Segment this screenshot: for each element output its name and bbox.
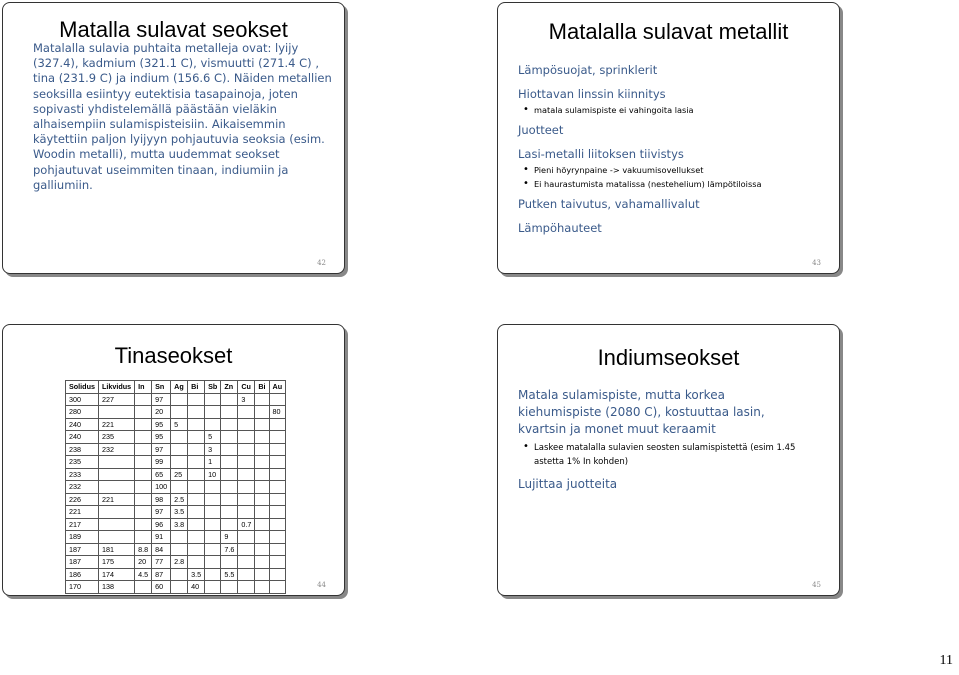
- table-cell: [255, 506, 269, 519]
- slide-44-page-number: 44: [317, 581, 326, 589]
- table-header-cell: Zn: [221, 381, 238, 394]
- table-cell: [269, 456, 286, 469]
- table-cell: 227: [98, 393, 134, 406]
- slide-45: [497, 324, 840, 596]
- table-cell: 221: [98, 493, 134, 506]
- table-row: [66, 468, 286, 481]
- table-row: [66, 493, 286, 506]
- table-cell: [221, 393, 238, 406]
- table-cell: 97: [152, 443, 171, 456]
- table-cell: [269, 531, 286, 544]
- table-cell: [221, 431, 238, 444]
- table-cell: [98, 468, 134, 481]
- table-cell: [171, 406, 188, 419]
- table-cell: [221, 468, 238, 481]
- table-cell: [255, 393, 269, 406]
- table-cell: 3: [238, 393, 255, 406]
- table-cell: [269, 543, 286, 556]
- table-cell: [98, 506, 134, 519]
- table-cell: 40: [188, 581, 205, 594]
- table-cell: 1: [205, 456, 221, 469]
- table-cell: [205, 518, 221, 531]
- table-cell: [188, 456, 205, 469]
- table-cell: 300: [66, 393, 99, 406]
- table-cell: [188, 393, 205, 406]
- slide-45-page-number: 45: [812, 581, 821, 589]
- table-cell: [238, 468, 255, 481]
- table-cell: 87: [152, 568, 171, 581]
- table-cell: [238, 556, 255, 569]
- table-cell: [221, 556, 238, 569]
- table-row: [66, 543, 286, 556]
- table-cell: [238, 481, 255, 494]
- table-cell: 77: [152, 556, 171, 569]
- table-cell: [171, 543, 188, 556]
- table-cell: [269, 468, 286, 481]
- tin-alloy-table: [65, 380, 286, 594]
- slide-43-bullet-list: [518, 63, 833, 245]
- table-cell: 170: [66, 581, 99, 594]
- table-cell: 186: [66, 568, 99, 581]
- table-header-cell: In: [135, 381, 152, 394]
- table-cell: 189: [66, 531, 99, 544]
- table-cell: [221, 506, 238, 519]
- table-cell: [255, 456, 269, 469]
- table-header-cell: Solidus: [66, 381, 99, 394]
- table-cell: [255, 531, 269, 544]
- table-cell: [269, 556, 286, 569]
- table-cell: 25: [171, 468, 188, 481]
- table-cell: [238, 418, 255, 431]
- table-cell: 98: [152, 493, 171, 506]
- table-cell: [135, 581, 152, 594]
- table-cell: [171, 456, 188, 469]
- table-cell: 97: [152, 393, 171, 406]
- table-cell: [205, 581, 221, 594]
- table-cell: 235: [66, 456, 99, 469]
- table-cell: [98, 456, 134, 469]
- table-cell: [221, 481, 238, 494]
- table-cell: 10: [205, 468, 221, 481]
- table-cell: [269, 493, 286, 506]
- table-cell: [221, 581, 238, 594]
- table-header-cell: Au: [269, 381, 286, 394]
- table-cell: [188, 431, 205, 444]
- table-cell: 97: [152, 506, 171, 519]
- table-cell: [188, 406, 205, 419]
- slide-45-title: Indiumseokset: [597, 345, 740, 370]
- table-cell: 65: [152, 468, 171, 481]
- table-header-row: [66, 381, 286, 394]
- table-cell: [205, 481, 221, 494]
- table-cell: [221, 418, 238, 431]
- table-cell: [255, 468, 269, 481]
- table-cell: [269, 393, 286, 406]
- table-cell: [238, 493, 255, 506]
- table-header-cell: Bi: [255, 381, 269, 394]
- table-cell: [205, 493, 221, 506]
- table-cell: 4.5: [135, 568, 152, 581]
- table-cell: [269, 506, 286, 519]
- table-cell: [205, 568, 221, 581]
- table-cell: [238, 456, 255, 469]
- slide-44-title: Tinaseokset: [114, 343, 233, 368]
- table-cell: [255, 418, 269, 431]
- table-header-cell: Ag: [171, 381, 188, 394]
- table-cell: [238, 506, 255, 519]
- table-row: [66, 581, 286, 594]
- table-cell: [238, 531, 255, 544]
- table-cell: 5: [171, 418, 188, 431]
- table-cell: [269, 568, 286, 581]
- table-cell: [188, 443, 205, 456]
- table-cell: 20: [135, 556, 152, 569]
- table-cell: 20: [152, 406, 171, 419]
- slide-43-page-number: 43: [812, 259, 821, 267]
- table-cell: 100: [152, 481, 171, 494]
- slide-43: [497, 2, 840, 274]
- table-cell: [135, 493, 152, 506]
- table-cell: [98, 531, 134, 544]
- table-cell: 3.8: [171, 518, 188, 531]
- table-cell: 221: [66, 506, 99, 519]
- table-cell: [269, 518, 286, 531]
- table-cell: [171, 531, 188, 544]
- table-cell: 95: [152, 418, 171, 431]
- slide-43-item: Hiottavan linssin kiinnitys: [518, 87, 666, 101]
- slide-42-page-number: 42: [317, 259, 326, 267]
- table-cell: [135, 531, 152, 544]
- table-cell: [255, 568, 269, 581]
- table-row: [66, 443, 286, 456]
- table-header-cell: Sb: [205, 381, 221, 394]
- table-cell: [205, 543, 221, 556]
- table-cell: [135, 518, 152, 531]
- table-cell: [238, 568, 255, 581]
- table-cell: 9: [221, 531, 238, 544]
- table-cell: [135, 418, 152, 431]
- table-row: [66, 456, 286, 469]
- table-cell: 187: [66, 556, 99, 569]
- table-cell: [171, 443, 188, 456]
- table-cell: [221, 406, 238, 419]
- table-cell: 221: [98, 418, 134, 431]
- slide-43-item: Lämpösuojat, sprinklerit: [518, 63, 658, 77]
- table-cell: 0.7: [238, 518, 255, 531]
- table-cell: 80: [269, 406, 286, 419]
- table-cell: [188, 418, 205, 431]
- table-row: [66, 518, 286, 531]
- table-cell: [188, 481, 205, 494]
- table-cell: [171, 481, 188, 494]
- table-cell: [255, 443, 269, 456]
- table-cell: [205, 418, 221, 431]
- table-cell: [135, 468, 152, 481]
- table-cell: [221, 443, 238, 456]
- table-cell: [221, 456, 238, 469]
- table-row: [66, 406, 286, 419]
- table-cell: 5.5: [221, 568, 238, 581]
- table-cell: [221, 493, 238, 506]
- table-cell: 2.8: [171, 556, 188, 569]
- table-cell: [238, 443, 255, 456]
- sheet-page-number: 11: [939, 653, 953, 668]
- slide-43-subitem: • Ei haurastumista matalissa (nestehelium) lämpötiloissa: [518, 179, 833, 189]
- table-cell: 235: [98, 431, 134, 444]
- table-cell: [238, 406, 255, 419]
- table-cell: 84: [152, 543, 171, 556]
- table-cell: 181: [98, 543, 134, 556]
- table-row: [66, 393, 286, 406]
- table-cell: 217: [66, 518, 99, 531]
- table-cell: [171, 568, 188, 581]
- table-cell: [135, 431, 152, 444]
- slide-44: [2, 324, 345, 596]
- table-header-cell: Sn: [152, 381, 171, 394]
- table-cell: 3.5: [188, 568, 205, 581]
- table-cell: [135, 443, 152, 456]
- table-cell: [238, 543, 255, 556]
- table-cell: 99: [152, 456, 171, 469]
- slide-42-body: Matalalla sulavia puhtaita metalleja ovat: lyijy (327.4), kadmium (321.1 C), vismuutti (271.4 C) , tina (231.9 C) ja indium (156.6 C). Näiden metallien seoksilla esiintyy eutektisia tasapainoja, joten sopivasti yhdistelemällä päästään vieläkin alhaisempiin sulamispisteisiin. Aikaisemmin käytettiin paljon lyijyyn pohjautuvia seoksia (esim. Woodin metalli), mutta uudemmat seokset pohjautuvat useimmiten tinaan, indiumiin ja galliumiin.: [33, 41, 332, 192]
- table-header-cell: Likvidus: [98, 381, 134, 394]
- table-cell: [98, 406, 134, 419]
- table-cell: [171, 393, 188, 406]
- table-cell: [269, 418, 286, 431]
- table-cell: [135, 393, 152, 406]
- table-cell: [188, 531, 205, 544]
- slide-45-body: [518, 387, 808, 497]
- table-row: [66, 531, 286, 544]
- table-cell: [188, 506, 205, 519]
- table-cell: 60: [152, 581, 171, 594]
- table-cell: [205, 556, 221, 569]
- table-cell: [205, 506, 221, 519]
- table-cell: [269, 481, 286, 494]
- table-row: [66, 418, 286, 431]
- table-row: [66, 506, 286, 519]
- table-cell: [188, 543, 205, 556]
- table-cell: [188, 518, 205, 531]
- table-cell: [255, 518, 269, 531]
- table-cell: [205, 531, 221, 544]
- table-cell: 240: [66, 431, 99, 444]
- table-cell: 238: [66, 443, 99, 456]
- table-cell: 240: [66, 418, 99, 431]
- table-header-cell: Cu: [238, 381, 255, 394]
- table-cell: 3: [205, 443, 221, 456]
- table-cell: [255, 431, 269, 444]
- slide-45-subitem-1: • Laskee matalalla sulavien seosten sulamispistettä (esim 1.45 astetta 1% In kohden): [518, 441, 808, 469]
- table-cell: [188, 493, 205, 506]
- table-row: [66, 481, 286, 494]
- table-cell: 5: [205, 431, 221, 444]
- slide-43-item: Lasi-metalli liitoksen tiivistys: [518, 147, 684, 161]
- slide-42: [2, 2, 345, 274]
- table-cell: 232: [98, 443, 134, 456]
- table-cell: 7.6: [221, 543, 238, 556]
- table-cell: [205, 406, 221, 419]
- slide-42-title: Matalla sulavat seokset: [59, 17, 288, 42]
- table-cell: [255, 406, 269, 419]
- table-cell: [255, 481, 269, 494]
- slide-43-subitem: • matala sulamispiste ei vahingoita lasia: [518, 105, 833, 115]
- table-cell: [188, 556, 205, 569]
- table-cell: 2.5: [171, 493, 188, 506]
- table-cell: [135, 406, 152, 419]
- slide-45-item-1: Matala sulamispiste, mutta korkea kiehumispiste (2080 C), kostuuttaa lasin, kvartsin ja monet muut keraamit: [518, 388, 765, 436]
- table-cell: [98, 481, 134, 494]
- table-cell: 8.8: [135, 543, 152, 556]
- table-header-cell: Bi: [188, 381, 205, 394]
- slide-43-subitem: • Pieni höyrynpaine -> vakuumisovellukset: [518, 165, 833, 175]
- slide-45-item-2: Lujittaa juotteita: [518, 477, 618, 491]
- table-cell: [255, 543, 269, 556]
- slide-43-item: Lämpöhauteet: [518, 221, 602, 235]
- table-cell: 91: [152, 531, 171, 544]
- table-cell: 95: [152, 431, 171, 444]
- table-cell: 174: [98, 568, 134, 581]
- table-cell: [238, 431, 255, 444]
- table-cell: [255, 493, 269, 506]
- table-cell: [269, 431, 286, 444]
- table-cell: [135, 456, 152, 469]
- table-cell: 3.5: [171, 506, 188, 519]
- table-cell: [171, 581, 188, 594]
- table-cell: 187: [66, 543, 99, 556]
- table-cell: 232: [66, 481, 99, 494]
- table-cell: [135, 481, 152, 494]
- table-cell: 138: [98, 581, 134, 594]
- slide-43-item: Juotteet: [518, 123, 564, 137]
- table-cell: 233: [66, 468, 99, 481]
- table-cell: [269, 581, 286, 594]
- table-row: [66, 431, 286, 444]
- table-cell: [188, 468, 205, 481]
- table-row: [66, 556, 286, 569]
- table-row: [66, 568, 286, 581]
- table-cell: 175: [98, 556, 134, 569]
- table-cell: [255, 556, 269, 569]
- table-cell: 280: [66, 406, 99, 419]
- slide-43-item: Putken taivutus, vahamallivalut: [518, 197, 700, 211]
- table-cell: [238, 581, 255, 594]
- table-cell: [269, 443, 286, 456]
- table-cell: [221, 518, 238, 531]
- table-cell: 96: [152, 518, 171, 531]
- table-cell: [135, 506, 152, 519]
- table-cell: [171, 431, 188, 444]
- table-cell: [255, 581, 269, 594]
- slide-43-title: Matalalla sulavat metallit: [548, 19, 789, 44]
- table-cell: 226: [66, 493, 99, 506]
- table-cell: [205, 393, 221, 406]
- table-cell: [98, 518, 134, 531]
